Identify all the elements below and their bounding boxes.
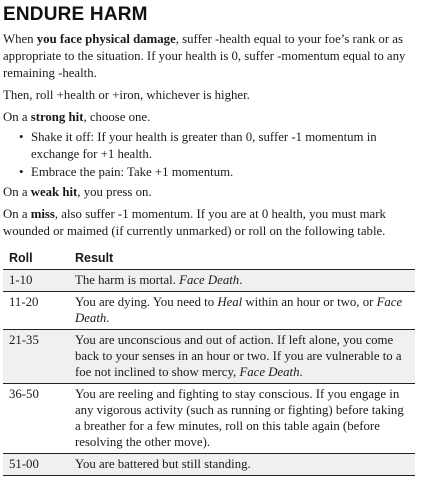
strong-hit-label: strong hit [30,110,84,124]
miss-pre: On a [3,206,31,221]
result-cell [69,383,415,453]
move-title: ENDURE HARM [3,4,148,25]
table-row [3,291,415,329]
result-end: within an hour or two, or [242,294,377,309]
intro-pre: When [3,32,37,46]
miss-label: miss [30,206,55,221]
result-text: You are unconscious and out of action. If left alone, you come back to your senses in an hour or two. If you are vulnerable to a foe not inclined to show mercy, [75,332,402,379]
table-row [3,383,415,453]
result-text: You are dying. You need to [75,294,218,309]
option-item [21,164,418,181]
table-row [3,269,415,291]
table-header-row [3,249,415,270]
result-cell [69,291,415,329]
weak-hit-post: , you press on. [77,184,152,199]
outcome-table [3,249,415,476]
roll-cell: 1-10 [3,269,69,291]
roll-cell: 11-20 [3,291,69,329]
miss-paragraph [3,206,418,240]
bullet-icon: • [19,130,24,144]
result-cell [69,329,415,383]
strong-hit-post: , choose one. [83,110,151,124]
strong-hit-pre: On a [3,110,31,124]
intro-trigger: you face physical damage [36,32,176,46]
then-paragraph: Then, roll +health or +iron, whichever is higher. [3,88,250,102]
result-italic: Heal [217,294,243,309]
strong-hit-options [3,129,418,181]
option-item [21,129,418,162]
weak-hit-label: weak hit [30,184,78,199]
header-result: Result [69,249,415,270]
strong-hit-paragraph [3,109,418,126]
result-text: You are battered but still standing. [75,456,251,471]
bullet-icon: • [19,165,24,179]
result-italic: Face Death [239,364,300,379]
option-text: Embrace the pain: Take +1 momentum. [31,165,234,179]
intro-post: , suffer -health equal to your foe’s rank or as appropriate to the situation. If your health is 0, suffer -momentum equal to any remaining -health. [3,32,406,80]
result-italic-2: Face Death [75,294,403,325]
result-cell [69,453,415,475]
weak-hit-paragraph [3,184,418,201]
roll-cell: 51-00 [3,453,69,475]
roll-cell: 36-50 [3,383,69,453]
table-row [3,453,415,475]
header-roll: Roll [3,249,69,270]
result-end: . [239,272,243,287]
result-cell [69,269,415,291]
result-end-2: . [106,310,110,325]
roll-cell: 21-35 [3,329,69,383]
result-end: . [299,364,303,379]
intro-paragraph [3,31,418,82]
result-text: The harm is mortal. [75,272,180,287]
weak-hit-pre: On a [3,184,31,199]
option-text: Shake it off: If your health is greater than 0, suffer -1 momentum in exchange for +1 health. [31,130,377,161]
miss-post: , also suffer -1 momentum. If you are at 0 health, you must mark wounded or maimed (if currently unmarked) or roll on the following table. [3,206,386,238]
result-italic: Face Death [179,272,240,287]
result-text: You are reeling and fighting to stay conscious. If you engage in any vigorous activity (such as running or fighting) before taking a breather for a few minutes, roll on this table again (before resolving the other move). [75,386,404,449]
table-row [3,329,415,383]
